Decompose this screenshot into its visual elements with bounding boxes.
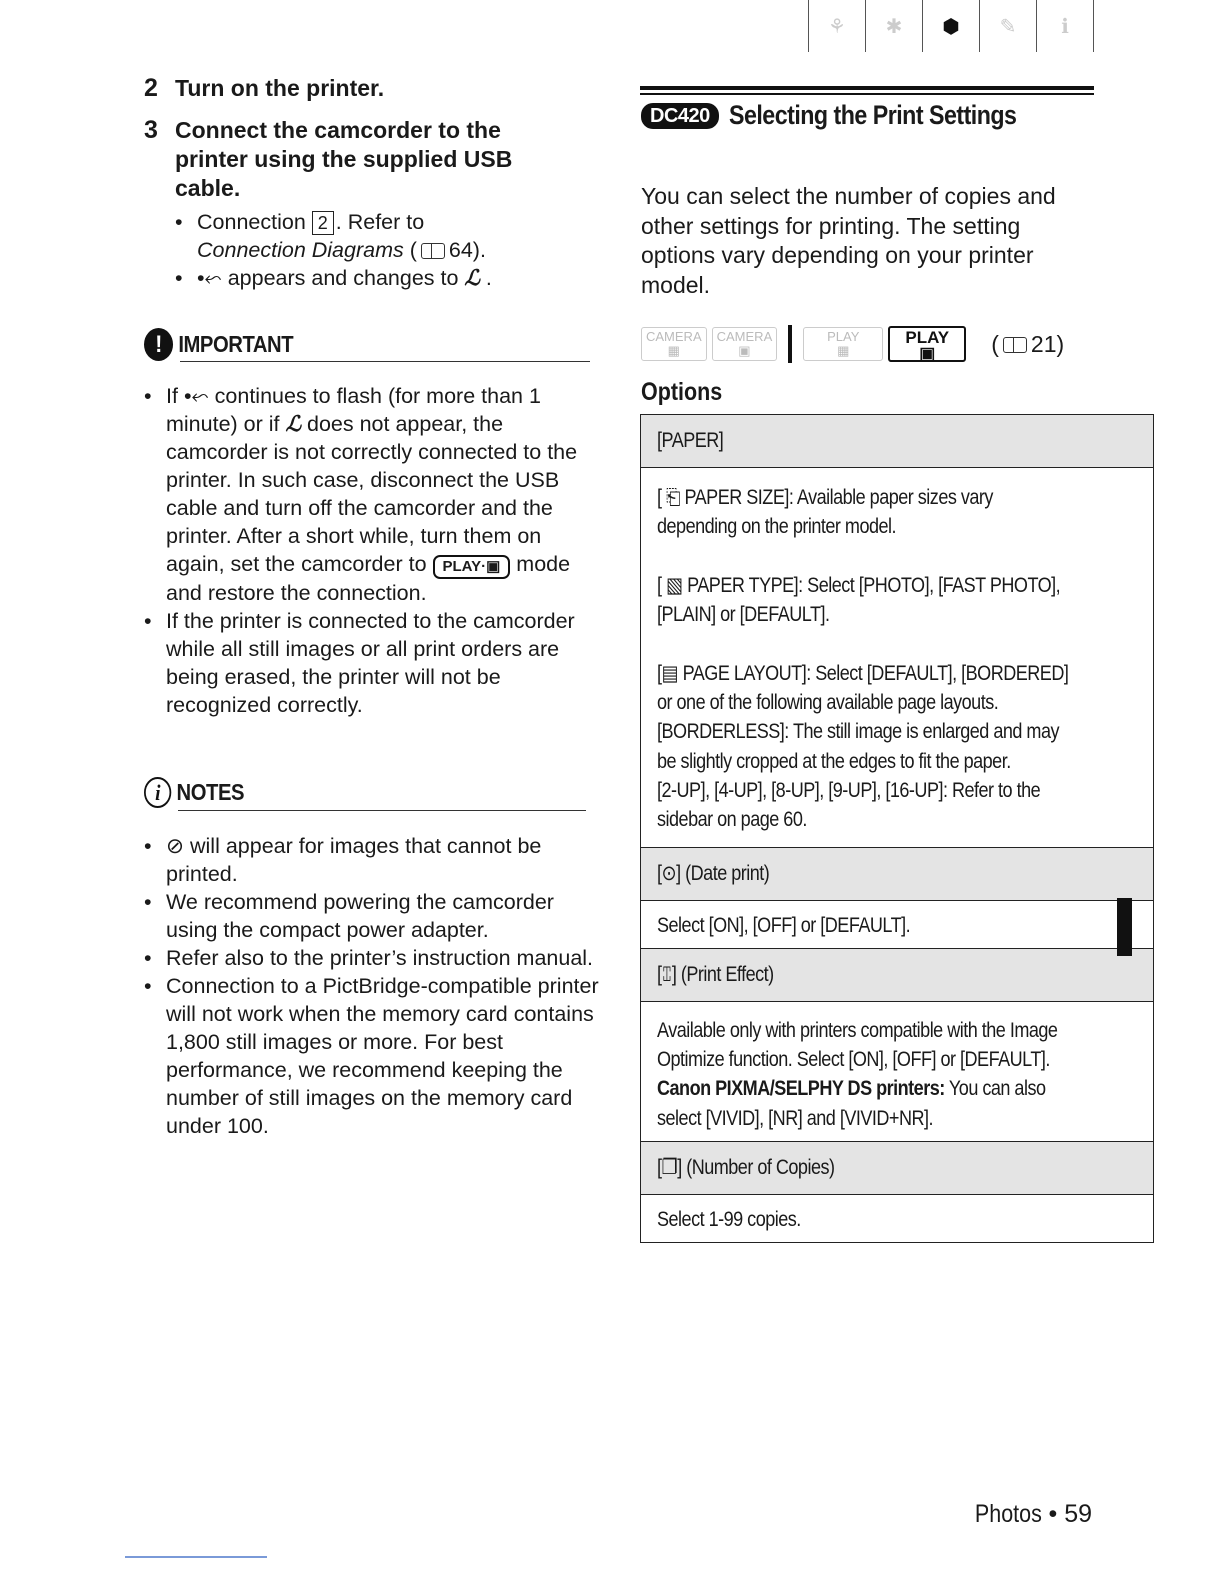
step-text: Connect the camcorder to the printer using the supplied USB cable. (175, 117, 513, 201)
important-section (144, 328, 590, 362)
divider (640, 86, 1094, 90)
important-title: IMPORTANT (178, 331, 294, 357)
divider (180, 361, 590, 362)
date-print-icon: ⊙ (661, 861, 677, 885)
section-heading (641, 100, 1095, 131)
table-row (641, 900, 1154, 948)
mode-play-photo (888, 326, 966, 362)
photo-icon[interactable]: ⬢ (922, 0, 979, 52)
table-row (641, 415, 1154, 468)
divider (640, 93, 1094, 95)
paper-size-icon: ⎗ (666, 486, 680, 509)
copies-body: Select 1-99 copies. (641, 1195, 1154, 1243)
page-ref: 64). (448, 238, 486, 262)
page-layout-icon: ▤ (661, 661, 679, 685)
camera-icon: ▣ (919, 344, 936, 363)
options-table (640, 414, 1154, 1243)
divider (178, 810, 586, 811)
paper-type-icon: ▧ (666, 573, 683, 597)
step-3 (144, 116, 584, 203)
bullet-text: will appear for images that cannot be printed. (166, 834, 542, 886)
info-icon[interactable]: ℹ (1036, 0, 1094, 52)
copies-icon: ❐ (661, 1156, 678, 1180)
list-item: • Connection 2 . Refer to Connection Diagrams ( 64). (175, 208, 595, 264)
step-3-bullets (175, 208, 595, 292)
paper-size-option: [ ⎗ PAPER SIZE]: Available paper sizes vary depending on the printer model. (657, 486, 993, 539)
pencil-icon[interactable]: ✎ (979, 0, 1036, 52)
mode-separator (788, 325, 792, 363)
list-item: • •⬿ appears and changes to ℒ . (175, 264, 595, 292)
mode-bar (641, 325, 1091, 363)
play-photo-mode-badge: PLAY·▣ (433, 555, 511, 579)
step-2 (144, 74, 584, 103)
page-footer (964, 1500, 1092, 1529)
mode-camera-movie (641, 327, 707, 361)
page-layout-option: [▤ PAGE LAYOUT]: Select [DEFAULT], [BORDERED] or one of the following available page layouts. [BORDERLESS]: The still image is enlarged and may be slightly cropped at the edges to fit the paper. [2-UP], [4-UP], [8-UP], [9-UP], [16-UP]: Refer to the sidebar on page 60. (657, 661, 1069, 832)
mode-label: PLAY (905, 328, 950, 347)
table-row (641, 847, 1154, 900)
bullet-text: continues to flash (for more than 1 minute) or if (166, 384, 541, 436)
footer-separator: • (1048, 1500, 1058, 1528)
list-item: • We recommend powering the camcorder using the compact power adapter. (144, 888, 599, 944)
movie-icon[interactable]: ⚘ (808, 0, 865, 52)
mode-label: CAMERA (716, 329, 773, 344)
notes-title: NOTES (176, 779, 245, 805)
paper-body (641, 468, 1154, 848)
model-badge: DC420 (641, 103, 719, 129)
options-label: Options (641, 378, 723, 406)
no-print-icon: ⊘ (166, 834, 185, 858)
camera-icon: ▣ (738, 343, 751, 358)
print-effect-header: [⑄] (Print Effect) (641, 948, 1154, 1001)
important-list (144, 382, 596, 719)
borderless-description: [BORDERLESS]: The still image is enlarged and may be slightly cropped at the edges to fit the paper. (657, 720, 1059, 773)
step-number: 2 (144, 74, 158, 102)
section-rules (640, 86, 1094, 95)
mode-label: CAMERA (646, 329, 702, 344)
nup-description: [2-UP], [4-UP], [8-UP], [9-UP], [16-UP]: Refer to the sidebar on page 60. (657, 778, 1041, 832)
mode-label: PLAY (827, 329, 860, 344)
pictbridge-icon: ℒ (285, 412, 301, 436)
copies-header: [❐] (Number of Copies) (641, 1142, 1154, 1195)
important-heading (144, 328, 536, 361)
date-print-header: [⊙] (Date print) (641, 847, 1154, 900)
info-circle-icon: i (144, 777, 171, 808)
bullet-text: mode and restore the connection. (166, 552, 571, 605)
connection-number: 2 (312, 211, 334, 235)
book-icon (421, 243, 445, 259)
usb-icon: •⬿ (197, 266, 222, 290)
connection-diagrams-link[interactable]: Connection Diagrams (197, 238, 404, 262)
table-row (641, 1195, 1154, 1243)
notes-heading (144, 777, 533, 808)
list-item (144, 832, 599, 888)
paper-header: [PAPER] (641, 415, 1154, 468)
chapter-tabs (808, 0, 1094, 52)
table-row (641, 1142, 1154, 1195)
pictbridge-icon: ℒ (464, 266, 480, 290)
bullet-text: Connection (197, 210, 306, 234)
step-text: Turn on the printer. (175, 75, 385, 101)
bottom-rule (125, 1556, 267, 1558)
table-row (641, 948, 1154, 1001)
chapter-label: Photos (974, 1500, 1042, 1528)
movie-icon: ▦ (667, 343, 680, 358)
paper-type-option: [ ▧ PAPER TYPE]: Select [PHOTO], [FAST PHOTO], [PLAIN] or [DEFAULT]. (657, 573, 1061, 627)
list-item (144, 382, 596, 607)
table-row (641, 468, 1154, 848)
date-print-body: Select [ON], [OFF] or [DEFAULT]. (641, 900, 1154, 948)
wrench-icon[interactable]: ✱ (865, 0, 922, 52)
intro-text: You can select the number of copies and other settings for printing. The setting options vary depending on your printer model. (641, 183, 1056, 298)
print-effect-icon: ⑄ (661, 963, 672, 987)
print-effect-body: Available only with printers compatible with the Image Optimize function. Select [ON], [OFF] or [DEFAULT]. Canon PIXMA/SELPHY DS printers: You can also select [VIVID], [NR] and [VIVID+NR]. (641, 1001, 1154, 1141)
page-number: 59 (1064, 1500, 1092, 1528)
mode-play-movie (803, 327, 883, 361)
chapter-marker (1117, 898, 1132, 956)
step-number: 3 (144, 116, 158, 144)
bullet-text: appears and changes to (227, 266, 459, 290)
page-title: Selecting the Print Settings (728, 100, 1017, 130)
movie-icon: ▦ (837, 343, 850, 358)
list-item: • Connection to a PictBridge-compatible printer will not work when the memory card contains 1,800 still images or more. For best performance, we recommend keeping the number of still images on the memory card under 100. (144, 972, 599, 1140)
usb-icon: •⬿ (183, 384, 209, 408)
list-item: • If the printer is connected to the camcorder while all still images or all print orders are being erased, the printer will not be recognized correctly. (144, 607, 596, 719)
page-ref: ( 21) (991, 330, 1065, 357)
bullet-text: If (166, 384, 178, 408)
notes-list (144, 832, 599, 1140)
book-icon (1003, 337, 1027, 353)
list-item: • Refer also to the printer’s instruction manual. (144, 944, 599, 972)
notes-section (144, 777, 586, 811)
printer-brand-note: Canon PIXMA/SELPHY DS printers: (657, 1077, 945, 1101)
mode-camera-photo (712, 327, 778, 361)
bullet-text: . Refer to (335, 210, 425, 234)
table-row (641, 1001, 1154, 1141)
bullet-text: does not appear, the camcorder is not correctly connected to the printer. In such case, disconnect the USB cable and turn off the camcorder and the printer. After a short while, turn them on again, set the camcorder to (166, 412, 578, 576)
exclamation-icon: ! (144, 328, 173, 361)
